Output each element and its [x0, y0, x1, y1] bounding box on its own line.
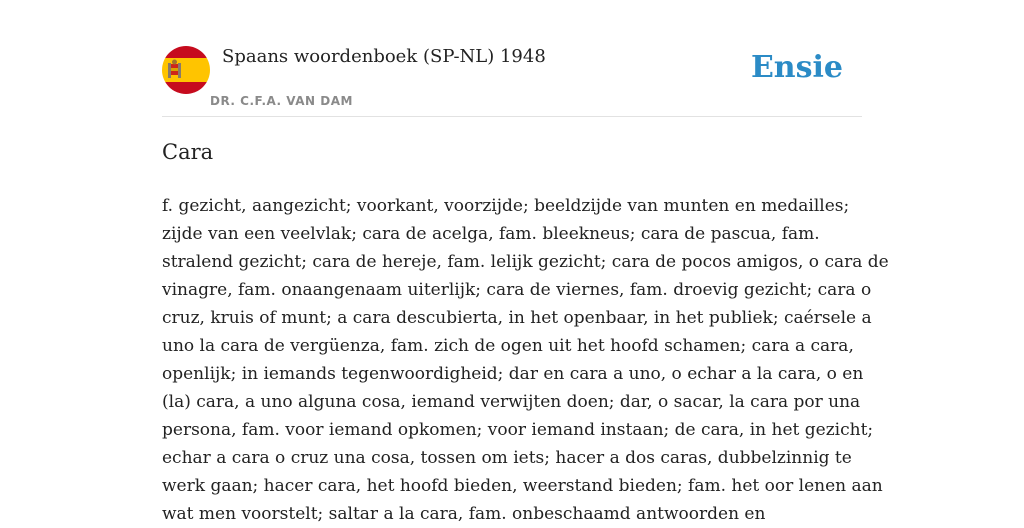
spain-flag-icon: [162, 46, 210, 94]
definition-line: persona, fam. voor iemand opkomen; voor iemand instaan; de cara, in het gezicht;: [162, 420, 874, 440]
definition-line: echar a cara o cruz una cosa, tossen om iets; hacer a dos caras, dubbelzinnig te: [162, 448, 852, 468]
definition-line: zijde van een veelvlak; cara de acelga, fam. bleekneus; cara de pascua, fam.: [162, 224, 820, 244]
definition-line: vinagre, fam. onaangenaam uiterlijk; cara de viernes, fam. droevig gezicht; cara o: [162, 280, 872, 300]
dictionary-author: DR. C.F.A. VAN DAM: [210, 94, 353, 108]
definition-line: cruz, kruis of munt; a cara descubierta, in het openbaar, in het publiek; caérsele a: [162, 308, 872, 328]
definition-line: uno la cara de vergüenza, fam. zich de ogen uit het hoofd schamen; cara a cara,: [162, 336, 854, 356]
ensie-logo[interactable]: Ensie: [750, 50, 843, 85]
definition-line: stralend gezicht; cara de hereje, fam. lelijk gezicht; cara de pocos amigos, o cara de: [162, 252, 889, 272]
definition-line: (la) cara, a uno alguna cosa, iemand verwijten doen; dar, o sacar, la cara por una: [162, 392, 861, 412]
definition-line: werk gaan; hacer cara, het hoofd bieden, weerstand bieden; fam. het oor lenen aan: [162, 476, 883, 496]
entry-definition: [162, 192, 889, 528]
dictionary-title[interactable]: Spaans woordenboek (SP-NL) 1948: [222, 46, 546, 67]
dictionary-header: [162, 0, 862, 117]
definition-line: f. gezicht, aangezicht; voorkant, voorzijde; beeldzijde van munten en medailles;: [162, 196, 850, 216]
entry-title: Cara: [162, 140, 214, 164]
definition-line: openlijk; in iemands tegenwoordigheid; dar en cara a uno, o echar a la cara, o en: [162, 364, 864, 384]
definition-line: wat men voorstelt; saltar a la cara, fam. onbeschaamd antwoorden en: [162, 504, 766, 524]
